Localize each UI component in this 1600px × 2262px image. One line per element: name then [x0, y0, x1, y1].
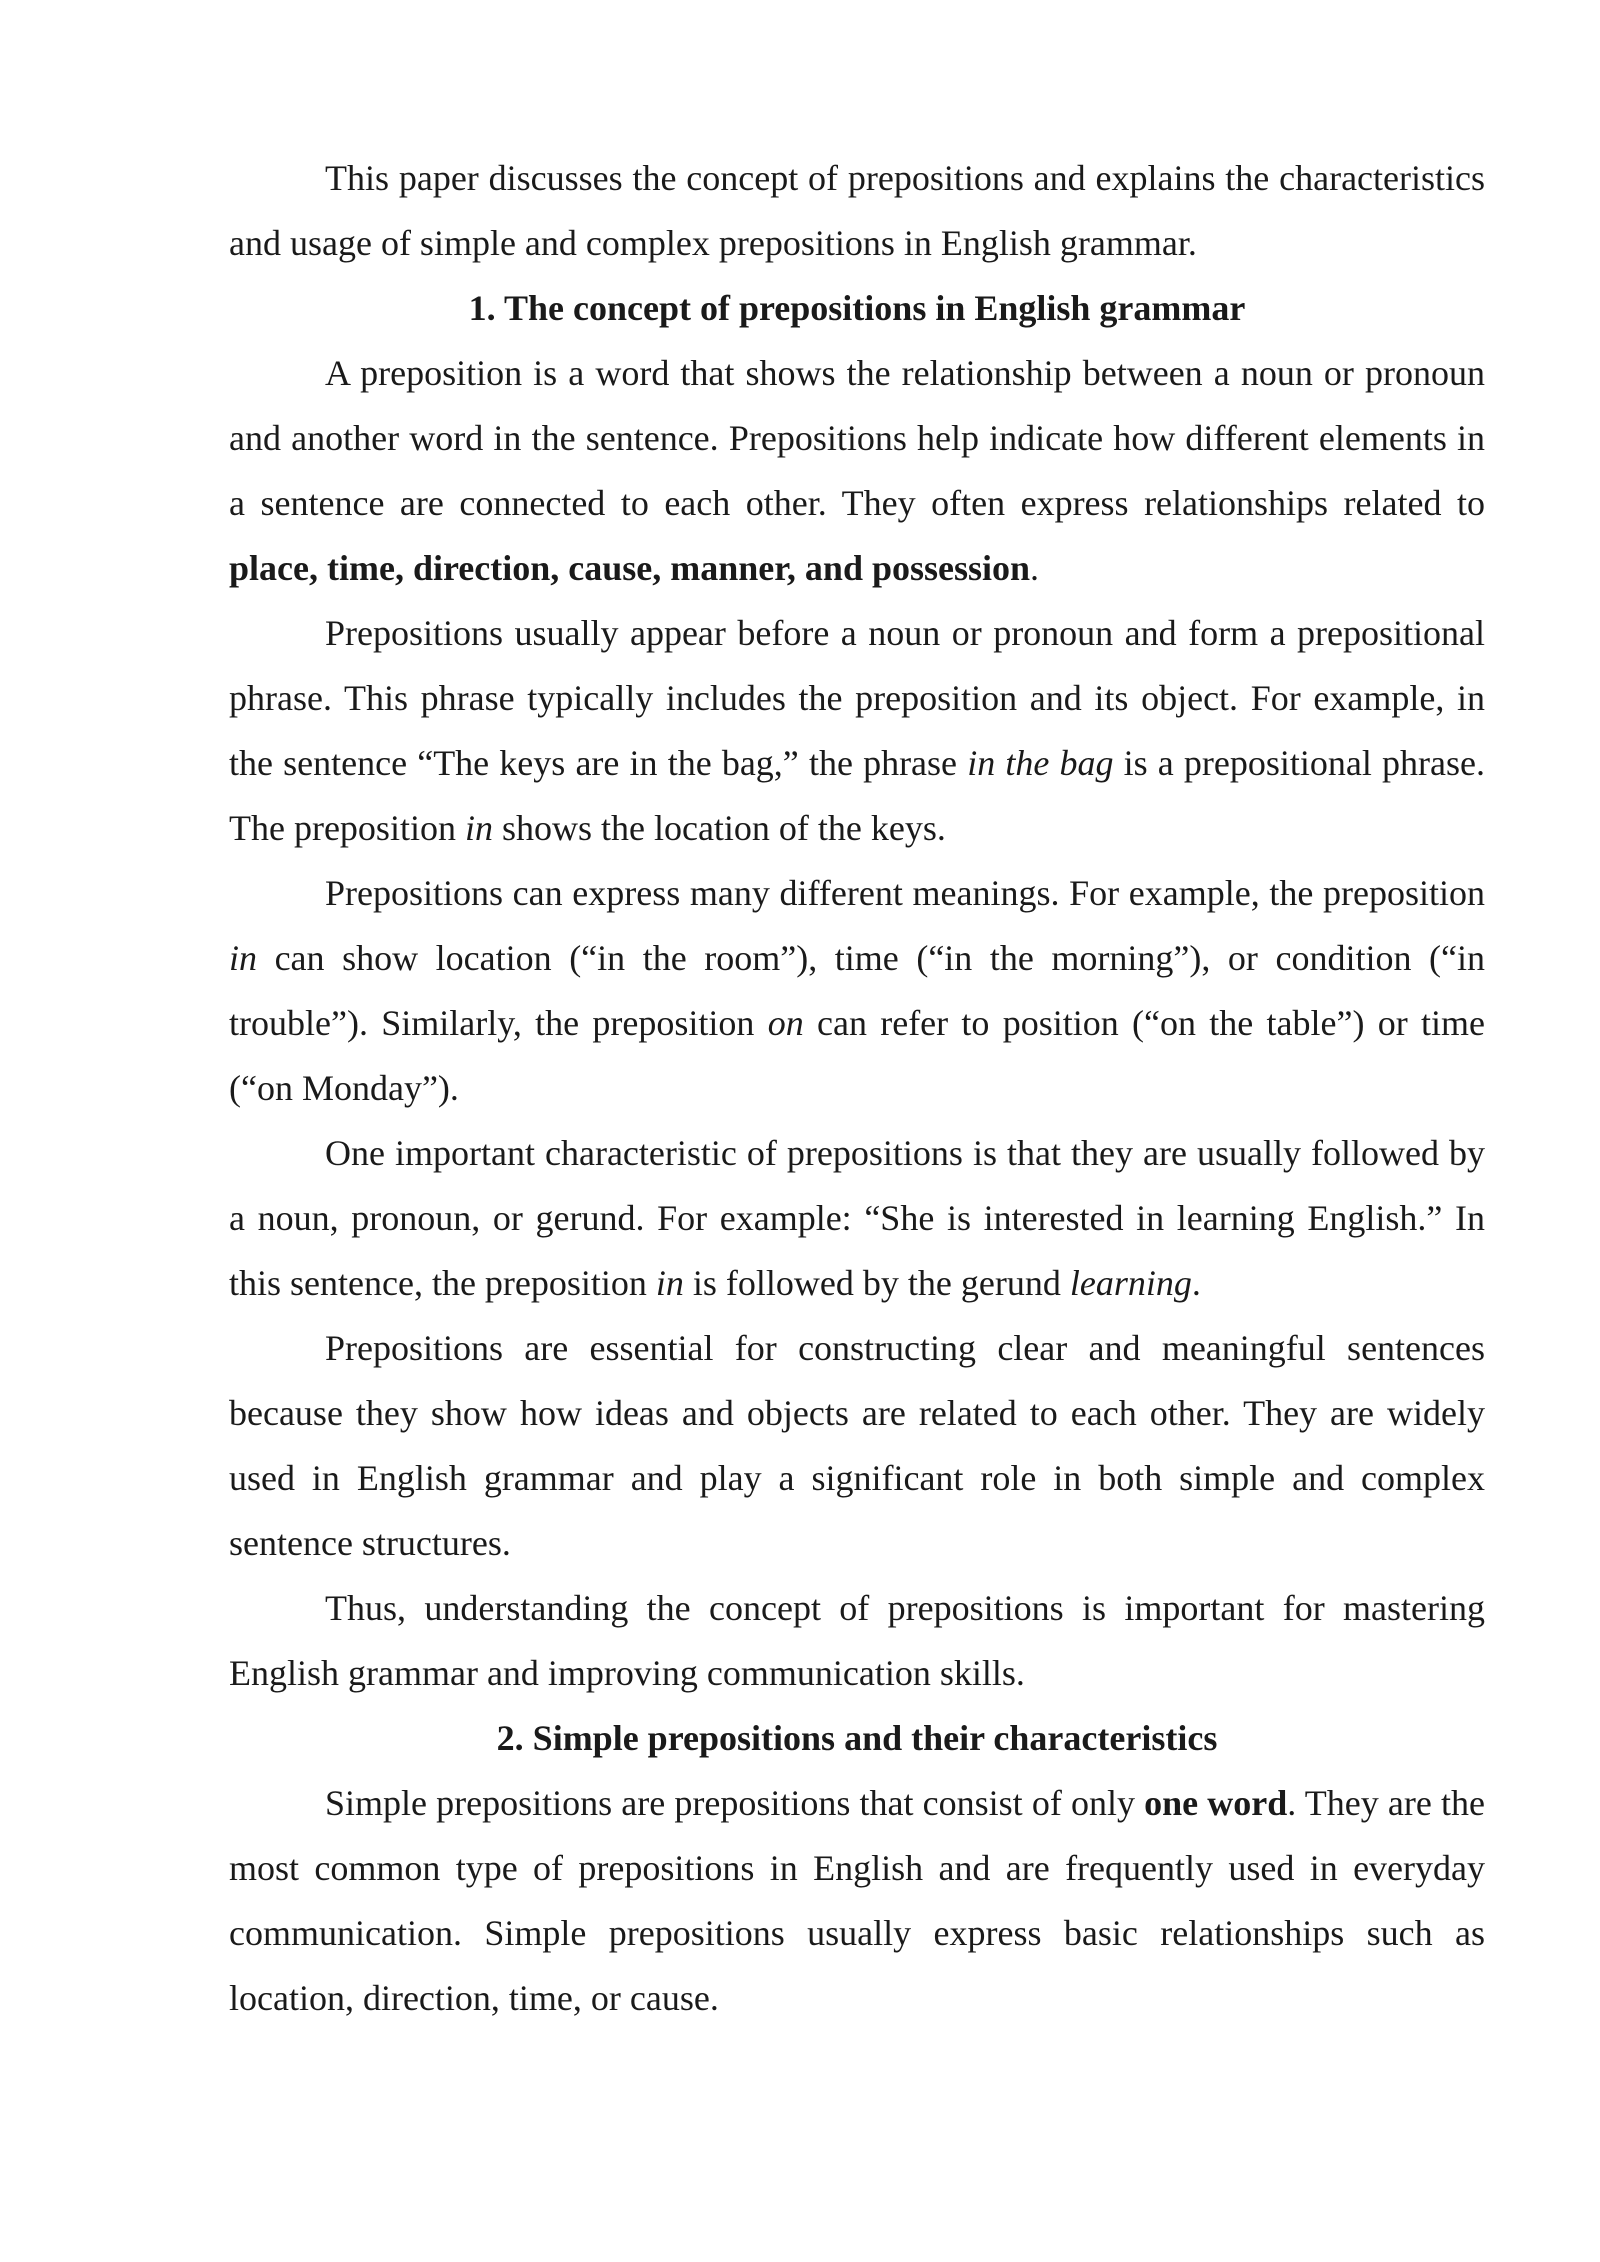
- italic-text: learning: [1069, 1263, 1192, 1303]
- document-page: [229, 146, 1485, 2031]
- section-1-paragraph-5: [229, 1316, 1485, 1576]
- section-1-heading: 1. The concept of prepositions in English grammar: [468, 288, 1246, 328]
- paragraph-text: Prepositions can express many different meanings. For example, the preposition: [325, 873, 1485, 913]
- italic-text: in the bag: [967, 743, 1114, 783]
- section-2-paragraph-1: [229, 1771, 1485, 2031]
- paragraph-text: Simple prepositions are prepositions that consist of only: [325, 1783, 1145, 1823]
- bold-text: place, time, direction, cause, manner, and possession: [229, 548, 1031, 588]
- paragraph-text: can refer to position (“on the table”) or time (“on Monday”).: [229, 1003, 1486, 1108]
- paragraph-text: Thus, understanding the concept of prepositions is important for mastering English grammar and improving communication skills.: [229, 1588, 1485, 1693]
- italic-text: in: [655, 1263, 684, 1303]
- paragraph-text: One important characteristic of prepositions is that they are usually followed by a noun, pronoun, or gerund. For example: “She is interested in learning English.” In this sentence, the preposition: [229, 1133, 1485, 1303]
- intro-text: This paper discusses the concept of prepositions and explains the characteristics and usage of simple and complex prepositions in English grammar.: [229, 158, 1485, 263]
- italic-text: in: [464, 808, 493, 848]
- paragraph-text: is followed by the gerund: [683, 1263, 1070, 1303]
- paragraph-text: .: [1191, 1263, 1201, 1303]
- intro-paragraph: [229, 146, 1485, 276]
- section-1-paragraph-1: [229, 341, 1485, 601]
- paragraph-text: . They are the most common type of prepositions in English and are frequently used in everyday communication. Simple prepositions usually express basic relationships such as location, direction, time, or cause.: [229, 1783, 1485, 2018]
- paragraph-text: can show location (“in the room”), time (“in the morning”), or condition (“in trouble”). Similarly, the preposition: [229, 938, 1485, 1043]
- paragraph-text: Prepositions are essential for constructing clear and meaningful sentences because they show how ideas and objects are related to each other. They are widely used in English grammar and play a significant role in both simple and complex sentence structures.: [229, 1328, 1485, 1563]
- paragraph-text: A preposition is a word that shows the relationship between a noun or pronoun and another word in the sentence. Prepositions help indicate how different elements in a sentence are connected to each other. They often express relationships related to: [229, 353, 1485, 523]
- italic-text: in: [229, 938, 258, 978]
- paragraph-text: shows the location of the keys.: [492, 808, 946, 848]
- section-1-paragraph-2: [229, 601, 1485, 861]
- paragraph-text: Prepositions usually appear before a noun or pronoun and form a prepositional phrase. This phrase typically includes the preposition and its object. For example, in the sentence “The keys are in the bag,” the phrase: [229, 613, 1485, 783]
- section-2-heading: 2. Simple prepositions and their characteristics: [496, 1718, 1218, 1758]
- paragraph-text: is a prepositional phrase. The preposition: [229, 743, 1485, 848]
- bold-text: one word: [1144, 1783, 1288, 1823]
- section-1-paragraph-3: [229, 861, 1485, 1121]
- section-1-paragraph-4: [229, 1121, 1485, 1316]
- italic-text: on: [767, 1003, 804, 1043]
- section-1-paragraph-6: [229, 1576, 1485, 1706]
- paragraph-text: .: [1030, 548, 1040, 588]
